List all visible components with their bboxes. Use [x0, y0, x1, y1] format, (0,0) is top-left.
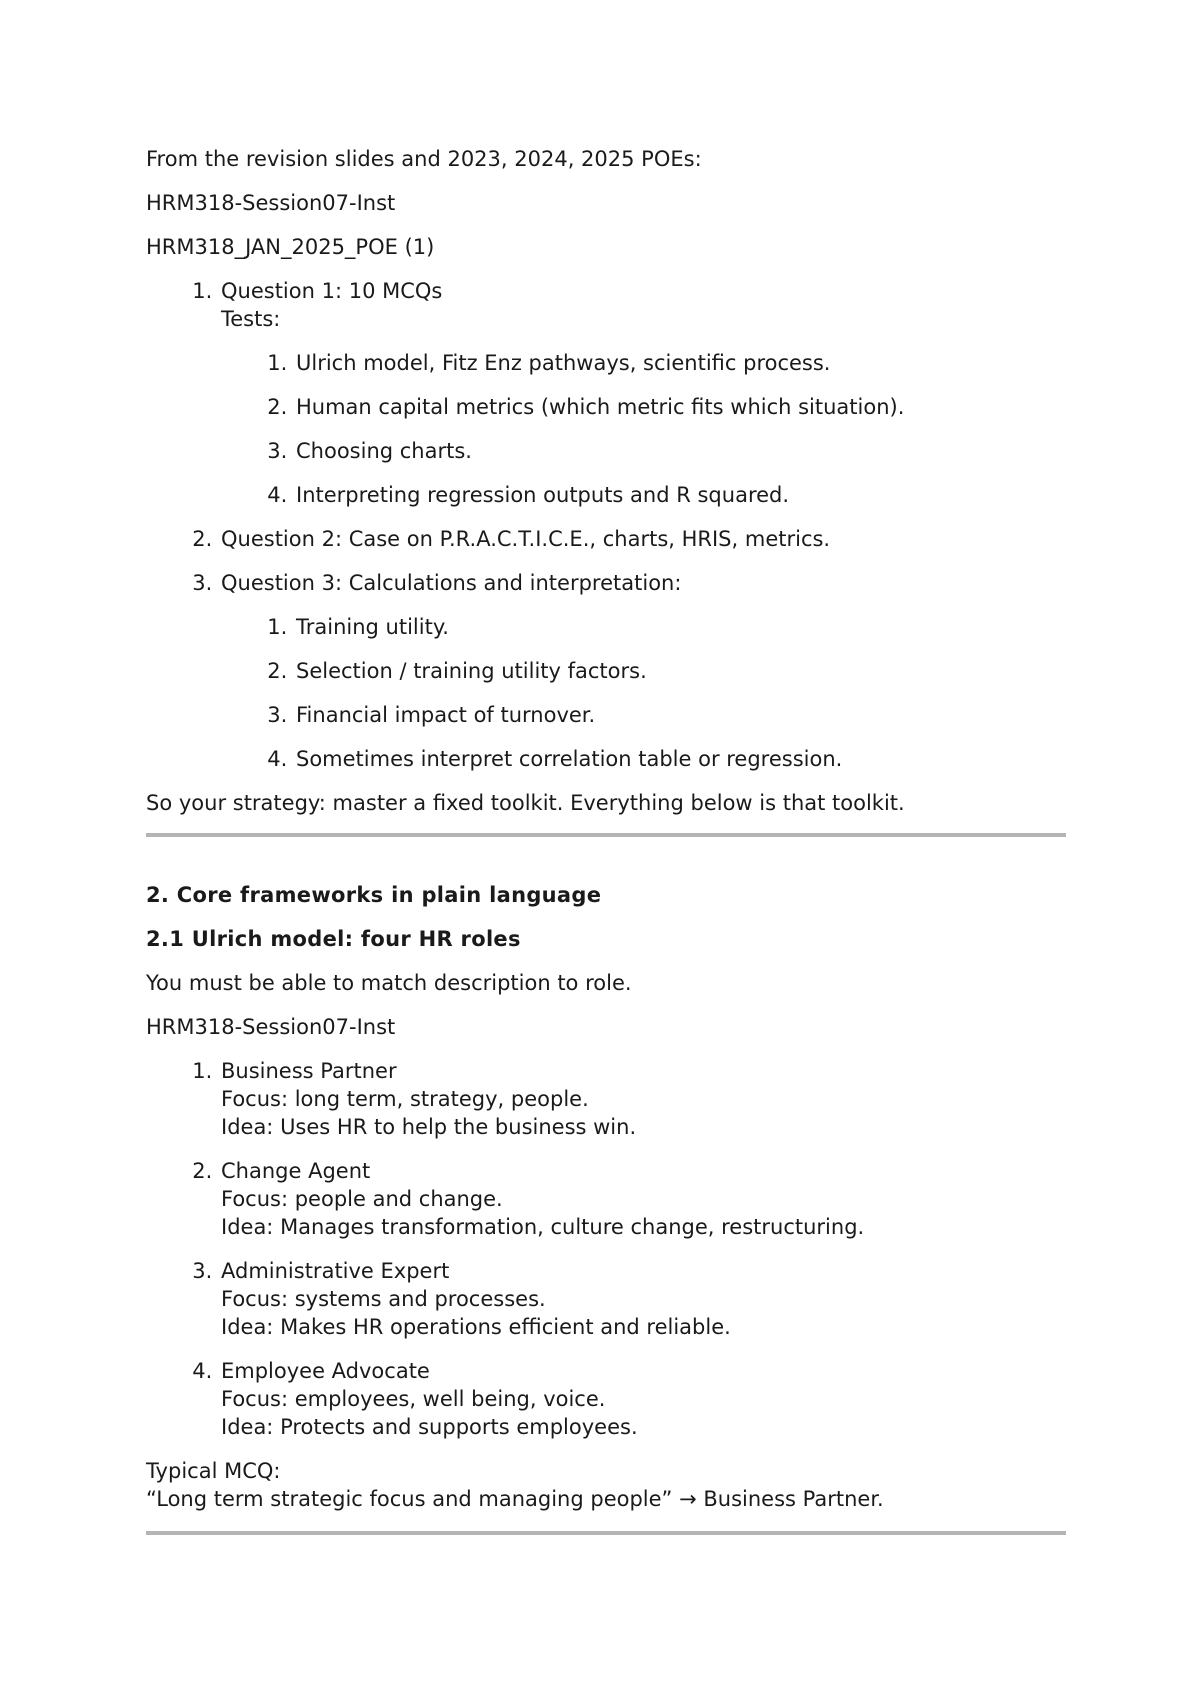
source-reference: HRM318_JAN_2025_POE (1) [146, 235, 435, 259]
role-idea: Idea: Protects and supports employees. [221, 1415, 638, 1439]
hr-roles-list [146, 1057, 1066, 1441]
role-idea: Idea: Manages transformation, culture change, restructuring. [221, 1215, 865, 1239]
role-idea: Idea: Uses HR to help the business win. [221, 1115, 637, 1139]
mcq-example: “Long term strategic focus and managing people” → Business Partner. [146, 1487, 884, 1511]
question-title: 3. Question 3: Calculations and interpretation: [221, 571, 682, 595]
list-item [219, 569, 1066, 773]
strategy-text: So your strategy: master a fixed toolkit. Everything below is that toolkit. [146, 791, 905, 815]
list-item [219, 277, 1066, 509]
subsection-heading: 2.1 Ulrich model: four HR roles [146, 927, 521, 951]
list-item: 3. Financial impact of turnover. [294, 701, 1066, 729]
role-name: 1. Business Partner [221, 1059, 397, 1083]
question-topics-list [221, 613, 1066, 773]
question-title: 1. Question 1: 10 MCQs [221, 279, 443, 303]
section-divider [146, 833, 1066, 837]
list-item: 1. Ulrich model, Fitz Enz pathways, scientific process. [294, 349, 1066, 377]
list-item: 4. Sometimes interpret correlation table or regression. [294, 745, 1066, 773]
role-idea: Idea: Makes HR operations efficient and reliable. [221, 1315, 731, 1339]
list-item: 2. Selection / training utility factors. [294, 657, 1066, 685]
source-reference: HRM318-Session07-Inst [146, 191, 396, 215]
role-focus: Focus: long term, strategy, people. [221, 1087, 589, 1111]
role-focus: Focus: people and change. [221, 1187, 503, 1211]
role-name: 2. Change Agent [221, 1159, 371, 1183]
list-item: 1. Training utility. [294, 613, 1066, 641]
role-name: 4. Employee Advocate [221, 1359, 430, 1383]
section-divider [146, 1531, 1066, 1535]
section-heading: 2. Core frameworks in plain language [146, 883, 602, 907]
intro-line: From the revision slides and 2023, 2024, 2025 POEs: [146, 147, 702, 171]
exam-questions-list [146, 277, 1066, 773]
list-item [219, 1257, 1066, 1341]
section-intro: You must be able to match description to role. [146, 971, 632, 995]
document-body [146, 145, 1066, 1579]
mcq-label: Typical MCQ: [146, 1459, 281, 1483]
list-item [219, 525, 1066, 553]
list-item [219, 1357, 1066, 1441]
role-focus: Focus: systems and processes. [221, 1287, 546, 1311]
list-item: 3. Choosing charts. [294, 437, 1066, 465]
role-focus: Focus: employees, well being, voice. [221, 1387, 606, 1411]
list-item [219, 1057, 1066, 1141]
question-subtitle: Tests: [221, 307, 281, 331]
question-title: 2. Question 2: Case on P.R.A.C.T.I.C.E., charts, HRIS, metrics. [221, 527, 831, 551]
list-item [219, 1157, 1066, 1241]
question-topics-list [221, 349, 1066, 509]
list-item: 4. Interpreting regression outputs and R squared. [294, 481, 1066, 509]
list-item: 2. Human capital metrics (which metric fits which situation). [294, 393, 1066, 421]
role-name: 3. Administrative Expert [221, 1259, 450, 1283]
source-reference: HRM318-Session07-Inst [146, 1015, 396, 1039]
typical-mcq [146, 1457, 1066, 1513]
